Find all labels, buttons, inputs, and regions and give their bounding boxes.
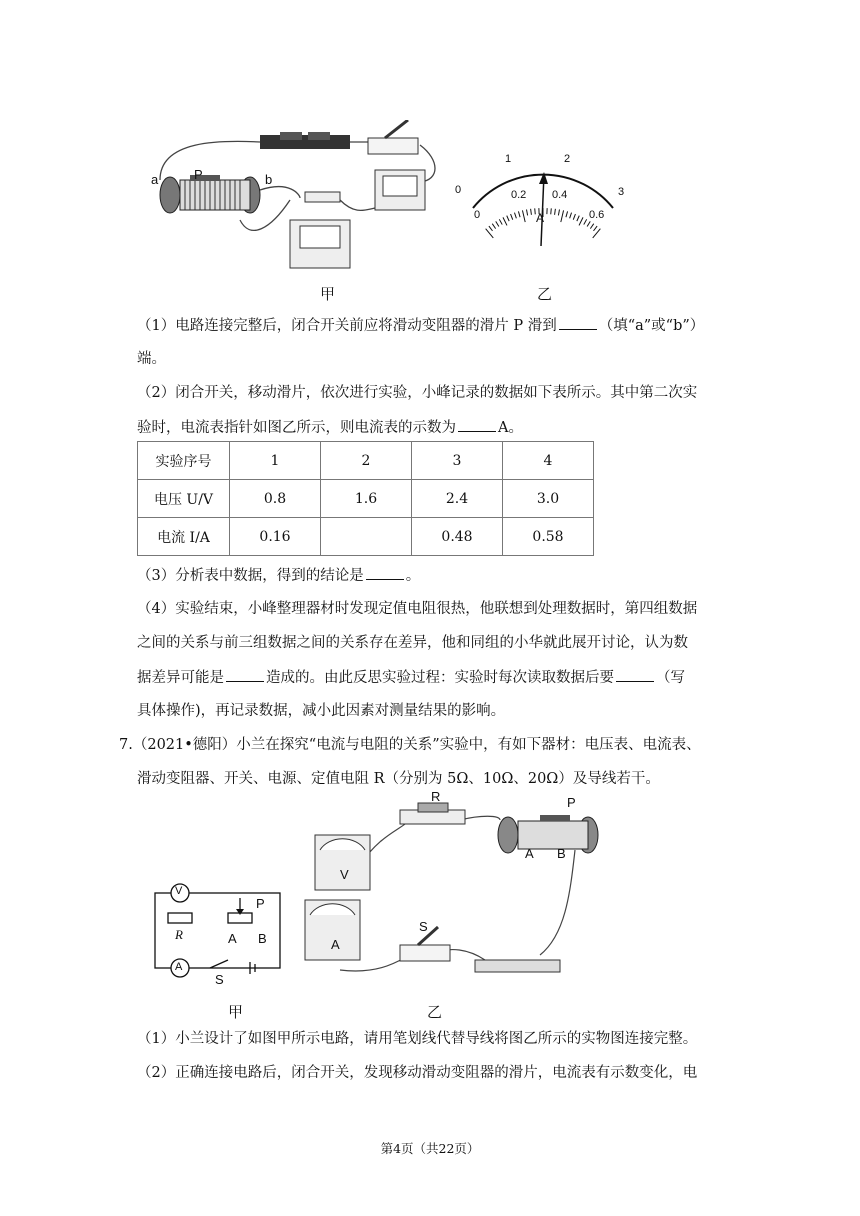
meter-label-2-top: 2 <box>564 153 571 165</box>
scale-tick <box>489 226 493 231</box>
scale-tick <box>492 224 495 229</box>
photo-voltmeter-label: V <box>340 867 349 882</box>
figure-2-caption-left: 甲 <box>228 1003 244 1021</box>
scale-tick <box>570 213 572 219</box>
table-cell: 3.0 <box>503 480 594 518</box>
switch-symbol-label: S <box>215 972 224 987</box>
scale-tick <box>566 211 568 217</box>
table-header-cell: 1 <box>230 442 321 480</box>
q6-part1-line1: （1）电路连接完整后，闭合开关前应将滑动变阻器的滑片 P 滑到 （填“a”或“b”） <box>137 315 737 336</box>
table-row <box>138 518 594 556</box>
q6-part4-line1: （4）实验结束，小峰整理器材时发现定值电阻很热，他联想到处理数据时，第四组数据 <box>137 601 698 617</box>
figure-1-circuit-photo <box>140 120 480 280</box>
ammeter-scale <box>448 148 638 258</box>
scale-tick <box>511 214 513 220</box>
scale-tick <box>499 219 502 224</box>
q6-part3: （3）分析表中数据，得到的结论是 。 <box>137 565 737 586</box>
photo-rheostat-label-b: B <box>557 846 566 861</box>
scale-tick <box>558 210 559 216</box>
table-header-cell: 2 <box>321 442 412 480</box>
table-header-cell: 3 <box>412 442 503 480</box>
meter-label-3-top: 3 <box>618 186 625 198</box>
scale-tick <box>514 213 516 219</box>
scale-tick <box>573 214 575 220</box>
rheostat-symbol-label-b: B <box>258 931 267 946</box>
scale-tick <box>496 221 499 226</box>
photo-resistor-label: R <box>431 789 441 804</box>
voltmeter-symbol-label: V <box>175 885 183 897</box>
q7-line1: 7.（2021•德阳）小兰在探究“电流与电阻的关系”实验中，有如下器材：电压表、电流表、 <box>119 737 701 753</box>
slider-symbol-label: P <box>256 896 265 911</box>
table-cell[interactable] <box>321 518 412 556</box>
figure-2-caption-right: 乙 <box>427 1003 443 1021</box>
scale-tick <box>527 210 528 216</box>
answer-blank[interactable] <box>366 565 404 580</box>
meter-unit: A <box>536 211 545 225</box>
rheostat-label-p: P <box>194 167 203 182</box>
scale-tick <box>551 208 552 214</box>
table-cell: 0.58 <box>503 518 594 556</box>
table-cell: 0.8 <box>230 480 321 518</box>
table-header-row <box>138 442 594 480</box>
answer-blank[interactable] <box>559 315 597 330</box>
figure-1-caption-right: 乙 <box>537 285 553 303</box>
table-cell: 2.4 <box>412 480 503 518</box>
table-cell: 0.16 <box>230 518 321 556</box>
table-header-cell: 4 <box>503 442 594 480</box>
scale-tick <box>518 211 520 217</box>
circuit-diagram <box>150 878 290 978</box>
page-footer: 第4页（共22页） <box>380 1141 480 1156</box>
q7-part1: （1）小兰设计了如图甲所示电路，请用笔划线代替导线将图乙所示的实物图连接完整。 <box>137 1031 698 1047</box>
q6-part2-line1: （2）闭合开关，移动滑片，依次进行实验，小峰记录的数据如下表所示。其中第二次实 <box>137 385 698 401</box>
q7-part2: （2）正确连接电路后，闭合开关，发现移动滑动变阻器的滑片，电流表有示数变化，电 <box>137 1065 698 1081</box>
scale-tick <box>590 224 593 229</box>
q6-part4-line4: 具体操作)，再记录数据，减小此因素对测量结果的影响。 <box>137 703 506 719</box>
table-cell: 0.48 <box>412 518 503 556</box>
q6-part1-line2: 端。 <box>137 351 166 367</box>
photo-rheostat-label-a: A <box>525 846 534 861</box>
scale-tick <box>561 210 564 222</box>
data-table <box>137 441 594 556</box>
answer-blank[interactable] <box>458 417 496 432</box>
scale-tick <box>577 216 579 221</box>
figure-1-caption-left: 甲 <box>320 285 336 303</box>
table-row <box>138 480 594 518</box>
scale-tick <box>584 219 587 224</box>
q6-part4-line3: 据差异可能是 造成的。由此反思实验过程：实验时每次读取数据后要 （写 <box>137 667 737 688</box>
table-cell: 电压 U/V <box>138 480 230 518</box>
meter-label-1-top: 1 <box>505 153 512 165</box>
photo-ammeter-label: A <box>331 937 340 952</box>
ammeter-symbol-label: A <box>175 961 183 973</box>
q7-line2: 滑动变阻器、开关、电源、定值电阻 R（分别为 5Ω、10Ω、20Ω）及导线若干。 <box>137 771 660 787</box>
resistor-symbol-label: R <box>175 927 183 942</box>
table-cell: 1.6 <box>321 480 412 518</box>
scale-tick <box>522 210 525 222</box>
rheostat-label-b: b <box>265 172 273 187</box>
table-cell: 电流 I/A <box>138 518 230 556</box>
table-header-cell: 实验序号 <box>138 442 230 480</box>
scale-tick <box>507 216 509 221</box>
scale-tick <box>503 217 507 225</box>
photo-slider-label: P <box>567 795 576 810</box>
q6-part2-line2: 验时，电流表指针如图乙所示，则电流表的示数为 A。 <box>137 417 737 438</box>
q7-number: 7. <box>119 737 133 753</box>
q6-part4-line2: 之间的关系与前三组数据之间的关系存在差异，他和同组的小华就此展开讨论，认为数 <box>137 635 688 651</box>
answer-blank[interactable] <box>616 667 654 682</box>
meter-label-0-bottom: 0 <box>474 209 481 221</box>
rheostat-symbol-label-a: A <box>228 931 237 946</box>
photo-switch-label: S <box>419 919 428 934</box>
meter-label-06-bottom: 0.6 <box>589 209 605 221</box>
meter-label-0-top: 0 <box>455 184 462 196</box>
rheostat-label-a: a <box>151 172 159 187</box>
physical-circuit-photo <box>300 795 610 980</box>
scale-tick <box>531 209 532 215</box>
scale-tick <box>587 221 590 226</box>
scale-tick <box>579 217 583 225</box>
answer-blank[interactable] <box>226 667 264 682</box>
scale-tick <box>555 209 556 215</box>
scale-tick <box>594 226 598 231</box>
meter-label-02-bottom: 0.2 <box>511 189 527 201</box>
meter-label-04-bottom: 0.4 <box>552 189 568 201</box>
